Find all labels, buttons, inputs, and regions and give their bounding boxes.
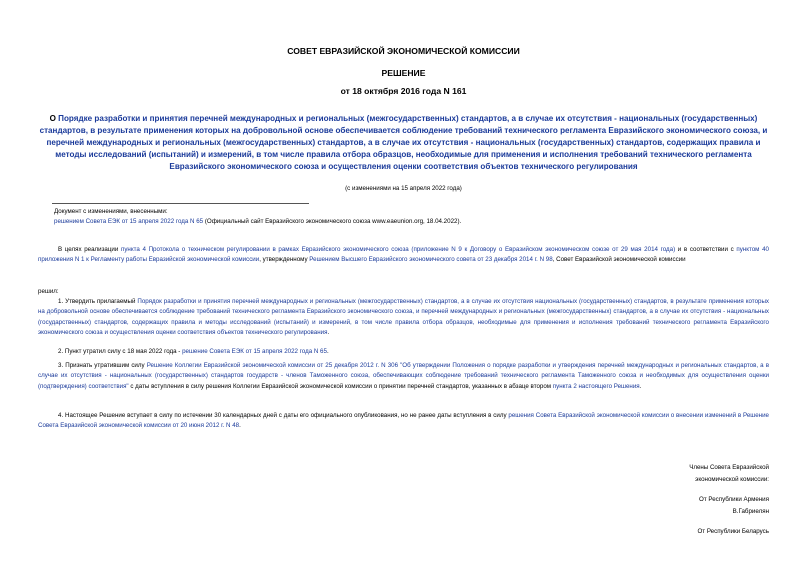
item-4-text-1: 4. Настоящее Решение вступает в силу по истечении 30 календарных дней с даты его официального опубликования, но не ранее даты вступления в силу: [58, 412, 509, 419]
item-4-paragraph: [38, 411, 769, 432]
preamble-text-4: , Совет Евразийской экономической комиссии: [552, 256, 686, 264]
item-3-text-2: с даты вступления в силу решения Коллегии Евразийской экономической комиссии о принятии перечней стандартов, указанных в абзаце втором: [128, 382, 553, 390]
decided-label: решил:: [38, 288, 59, 295]
signer-country-belarus: От Республики Беларусь: [697, 528, 769, 535]
doc-changes-line: [54, 217, 774, 227]
doc-changes-rest: (Официальный сайт Евразийского экономического союза www.eaeunion.org, 18.04.2022).: [203, 217, 462, 225]
preamble-link-decision[interactable]: Решением Высшего Евразийского экономического совета от 23 декабря 2014 г. N 98: [309, 256, 553, 264]
item-2-text-1: 2. Пункт утратил силу с 18 мая 2022 года -: [58, 348, 183, 355]
preamble-link-protocol[interactable]: пункта 4 Протокола о техническом регулировании в рамках Евразийского экономического союза (приложение N 9 к Договору о Евразийском экономическом союзе от 29 мая 2014 года): [120, 246, 676, 253]
date-number-heading: от 18 октября 2016 года N 161: [340, 86, 467, 96]
doc-type-heading: РЕШЕНИЕ: [381, 68, 426, 78]
item-1-text-1: 1. Утвердить прилагаемый: [58, 298, 138, 305]
title-link[interactable]: Порядке разработки и принятия перечней международных и региональных (межгосударственных) стандартов, а в случае их отсутствия - национальных (государственных) стандартов, в результате применения которых на добровольной основе обеспечивается соблюдение требований технического регламента Евразийского экономического союза, и перечней международных и региональных (межгосударственных) стандартов, а в случае их отсутствия - национальных (государственных) стандартов, содержащих правила и методы исследований (испытаний) и измерений, в том числе правила отбора образцов, необходимые для применения и исполнения требований технического регламента Евразийского экономического союза и осуществления оценки соответствия объектов технического регулирования: [39, 114, 768, 171]
item-3-text-1: 3. Признать утратившим силу: [58, 362, 147, 369]
item-1-text-2: .: [327, 328, 330, 336]
item-3-link-item2[interactable]: пункта 2 настоящего Решения: [552, 382, 640, 390]
item-2-paragraph: [38, 347, 769, 357]
preamble-text-3: , утвержденному: [259, 256, 310, 264]
item-4-link[interactable]: решения Совета Евразийской экономической комиссии о внесении изменений в Решение Совета Евразийской экономической комиссии от 20 июня 2012 г. N 48: [38, 412, 769, 430]
signer-country-armenia: От Республики Армения: [699, 496, 769, 503]
item-4-text-2: .: [239, 422, 241, 430]
signature-block: [689, 462, 769, 538]
signer-name-armenia: В.Габриелян: [732, 507, 769, 515]
item-3-link-decision[interactable]: Решение Коллегии Евразийской экономической комиссии от 25 декабря 2012 г. N 306 "Об утверждении Положения о порядке разработки и утверждения перечней международных и региональных стандартов, а в случае их отсутствия - национальных (государственных) стандартов государств - членов Таможенного союза, обеспечивающих соблюдение требований технического регламента Таможенного союза и необходимых для осуществления оценки (подтверждения) соответствия": [38, 362, 769, 390]
members-label-2: экономической комиссии:: [695, 475, 769, 483]
preamble-link-regulation[interactable]: пунктом 40 приложения N 1 к Регламенту работы Евразийской экономической комиссии: [38, 246, 769, 264]
item-3-paragraph: [38, 361, 769, 392]
preamble-paragraph: [38, 245, 769, 266]
item-2-link[interactable]: решение Совета ЕЭК от 15 апреля 2022 года N 65: [182, 348, 327, 355]
amended-note: (с изменениями на 15 апреля 2022 года): [345, 185, 462, 192]
doc-changes-note: [54, 207, 774, 226]
org-heading: СОВЕТ ЕВРАЗИЙСКОЙ ЭКОНОМИЧЕСКОЙ КОМИССИИ: [287, 46, 520, 56]
item-2-text-2: .: [326, 348, 329, 355]
item-1-link-order[interactable]: Порядок разработки и принятия перечней международных и региональных (межгосударственных) стандартов, а в случае их отсутствия национальных (государственных) стандартов, в результате применения которых на добровольной основе обеспечивается соблюдение требований технического регламента Евразийского экономического союза, и перечней международных и региональных (межгосударственных) стандартов, а в случае их отсутствия - национальных (государственных) стандартов, содержащих правила и методы исследований (испытаний) и измерений, в том числе правила отбора образцов, необходимые для применения и исполнения требований технического регламента Евразийского экономического союза и осуществления оценки соответствия объектов технического регулирования: [38, 298, 769, 336]
document-title: [38, 113, 769, 173]
doc-changes-label: Документ с изменениями, внесенными:: [54, 208, 168, 215]
preamble-text-2: и в соответствии с: [675, 246, 737, 253]
divider: [52, 203, 309, 204]
title-prefix: О: [49, 114, 59, 123]
members-label-1: Члены Совета Евразийской: [689, 464, 769, 471]
preamble-text-1: В целях реализации: [58, 246, 121, 253]
item-3-text-3: .: [639, 382, 642, 390]
item-1-paragraph: [38, 297, 769, 338]
doc-changes-link[interactable]: решением Совета ЕЭК от 15 апреля 2022 года N 65: [54, 217, 204, 225]
